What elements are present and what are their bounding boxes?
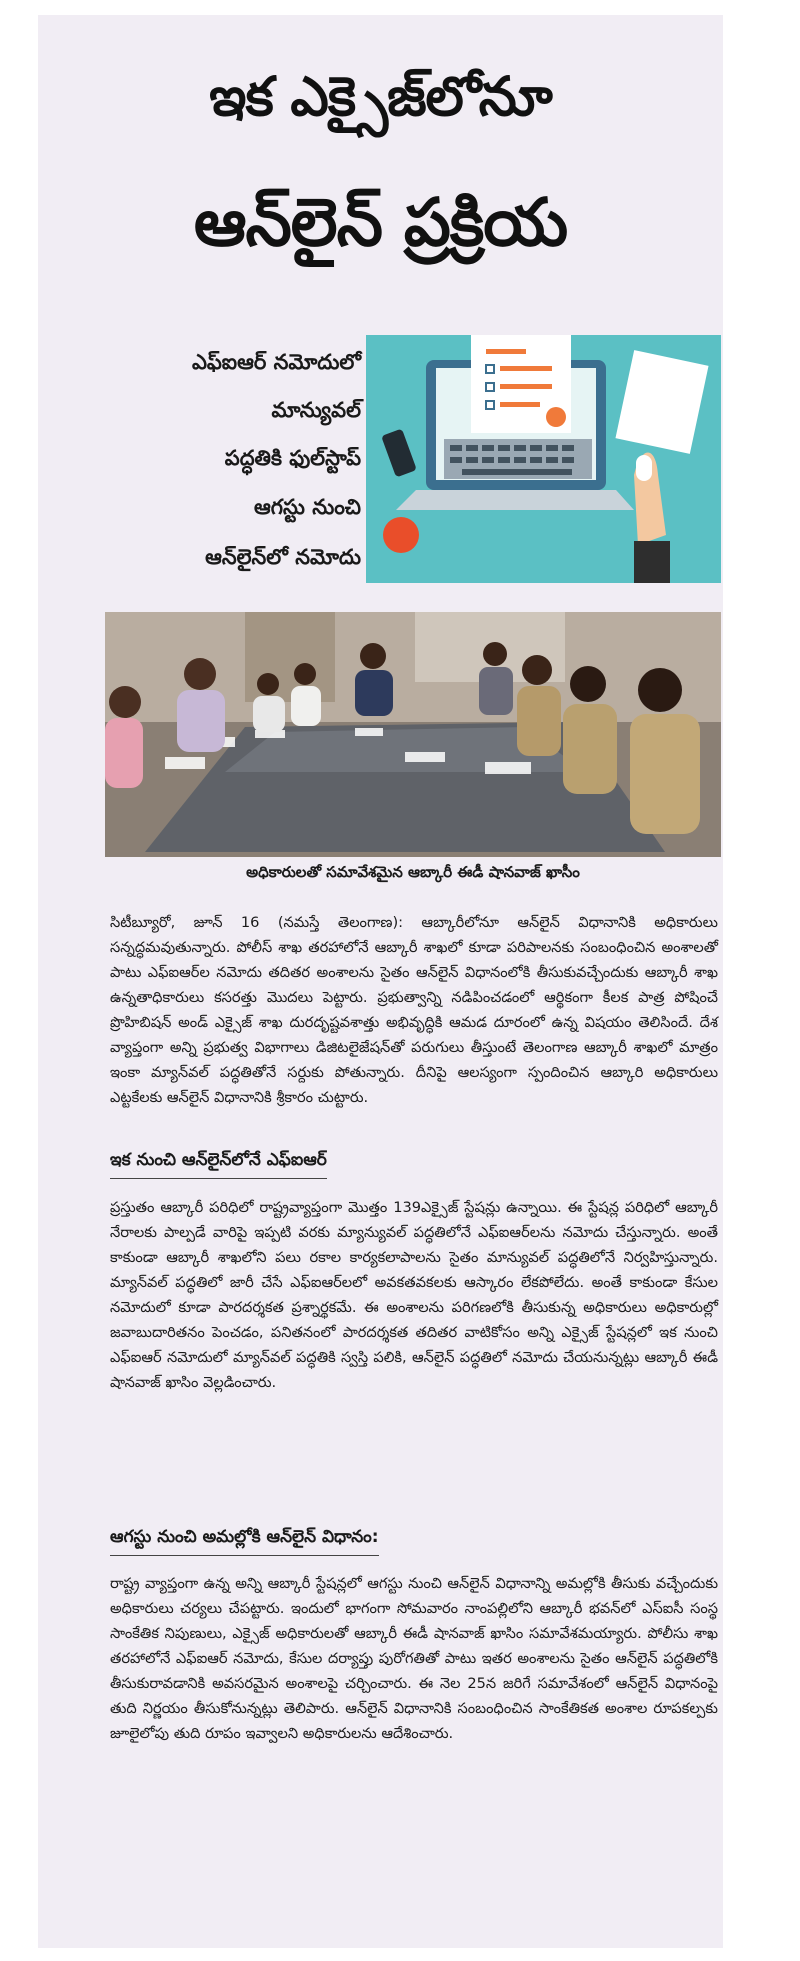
photo-caption: అధికారులతో సమావేశమైన ఆబ్కారీ ఈడీ షానవాజ్ ఖాసీం [246, 863, 580, 881]
article-paragraph: రాష్ట్ర వ్యాప్తంగా ఉన్న అన్ని ఆబ్కారీ స్టేషన్లలో ఆగస్టు నుంచి ఆన్‌లైన్ విధానాన్ని అమల్లోకి తీసుకు వచ్చేందుకు అధికారులు చర్యలు చేపట్టారు. ఇందులో భాగంగా సోమవారం నాంపల్లిలోని ఆబ్కారీ భవన్‌లో ఎస్ఐసీ సంస్థ సాంకేతిక నిపుణులు, ఎక్సైజ్ అధికారులతో ఆబ్కారీ ఈడీ షానవాజ్ ఖాసిం సమావేశమయ్యారు. పోలీసు శాఖ తరహాలోనే ఎఫ్ఐఆర్ నమోదు, కేసుల దర్యాప్తు పురోగతితో పాటు ఇతర అంశాలను సైతం ఆన్‌లైన్ పద్ధతిలోకి తీసుకురావడానికి అవసరమైన అంశాలపై చర్చించారు. ఈ నెల 25న జరిగే సమావేశంలో ఆన్‌లైన్ విధానంపై తుది నిర్ణయం తీసుకోనున్నట్లు తెలిపారు. ఆన్‌లైన్ విధానానికి సంబంధించిన సాంకేతికత అంశాల రూపకల్పకు జూలైలోపు తుది రూపం ఇవ్వాలని అధికారులను ఆదేశించారు. [110, 1575, 718, 1742]
article-paragraph: ప్రస్తుతం ఆబ్కారీ పరిధిలో రాష్ట్రవ్యాప్తంగా మొత్తం 139ఎక్సైజ్ స్టేషన్లు ఉన్నాయి. ఈ స్టేషన్ల పరిధిలో ఆబ్కారీ నేరాలకు పాల్పడే వారిపై ఇప్పటి వరకు మ్యాన్యువల్ పద్ధతిలోనే ఎఫ్ఐఆర్‌లను నమోదు చేస్తున్నారు. అంతే కాకుండా ఆబ్కారీ శాఖలోని పలు రకాల కార్యకలాపాలను సైతం మాన్యువల్ పద్ధతిలోనే నిర్వహిస్తున్నారు. మ్యాన్‌వల్ పద్ధతిలో జారీ చేసే ఎఫ్ఐఆర్‌లలో అవకతవకలకు ఆస్కారం లేకపోలేదు. అంతే కాకుండా కేసుల నమోదులో కూడా పారదర్శకత ప్రశ్నార్థకమే. ఈ అంశాలను పరిగణలోకి తీసుకున్న అధికారులు అధికారుల్లో జవాబుదారితనం పెంచడం, పనితనంలో పారదర్శకత తదితర వాటికోసం అన్ని ఎక్సైజ్ స్టేషన్లలో ఇక నుంచి ఎఫ్ఐఆర్ నమోదులో మ్యాన్‌వల్ పద్ధతికి స్వస్తి పలికి, ఆన్‌లైన్ పద్ధతిలో నమోదు చేయనున్నట్లు ఆబ్కారీ ఈడీ షానవాజ్ ఖాసిం వెల్లడించారు. [110, 1199, 718, 1391]
headline-line2: ఆన్‌లైన్ ప్రక్రియ [193, 184, 568, 261]
subhead-line: పద్ధతికి ఫుల్‌స్టాప్ [224, 446, 361, 470]
laptop-illustration [366, 335, 721, 583]
headline-line1: ఇక ఎక్సైజ్‌లోనూ [209, 65, 552, 128]
meeting-photo [105, 612, 721, 857]
section-subtitle: ఆగస్టు నుంచి అమల్లోకి ఆన్‌లైన్ విధానం: [110, 1527, 379, 1556]
article-paragraph: సిటీబ్యూరో, జూన్ 16 (నమస్తే తెలంగాణ): ఆబ్కారీలోనూ ఆన్‌లైన్ విధానానికి అధికారులు సన్నద్ధమవుతున్నారు. పోలీస్ శాఖ తరహాలోనే ఆబ్కారీ శాఖలో కూడా పరిపాలనకు సంబంధించిన అంశాలతో పాటు ఎఫ్ఐఆర్‌ల నమోదు తదితర అంశాలను సైతం ఆన్‌లైన్ విధానంలోకి తీసుకువచ్చేందుకు ఆబ్కారీ శాఖ ఉన్నతాధికారులు కసరత్తు మొదలు పెట్టారు. ప్రభుత్వాన్ని నడిపించడంలో ఆర్థికంగా కీలక పాత్ర పోషించే ప్రొహిబిషన్ అండ్ ఎక్సైజ్ శాఖ దురదృష్టవశాత్తు అభివృద్ధికి ఆమడ దూరంలో ఉన్న విషయం తెలిసిందే. దేశ వ్యాప్తంగా అన్ని ప్రభుత్వ విభాగాలు డిజిటలైజేషన్‌తో పరుగులు తీస్తుంటే తెలంగాణ ఆబ్కారీ శాఖలో మాత్రం ఇంకా మ్యాన్‌వల్ పద్ధతితోనే సర్దుకు పోతున్నారు. దీనిపై ఆలస్యంగా స్పందించిన ఆబ్కారి అధికారులు ఎట్టకేలకు ఆన్‌లైన్ విధానానికి శ్రీకారం చుట్టారు. [110, 914, 718, 1106]
subhead-line: మాన్యువల్ [271, 398, 361, 422]
subhead-line: ఆగస్టు నుంచి [253, 495, 361, 519]
subhead-line: ఆన్‌లైన్‌లో నమోదు [205, 545, 361, 569]
section-subtitle: ఇక నుంచి ఆన్‌లైన్‌లోనే ఎఫ్ఐఆర్ [110, 1150, 327, 1179]
newspaper-clipping [38, 15, 723, 1948]
subhead-line: ఎఫ్ఐఆర్ నమోదులో [191, 350, 361, 374]
